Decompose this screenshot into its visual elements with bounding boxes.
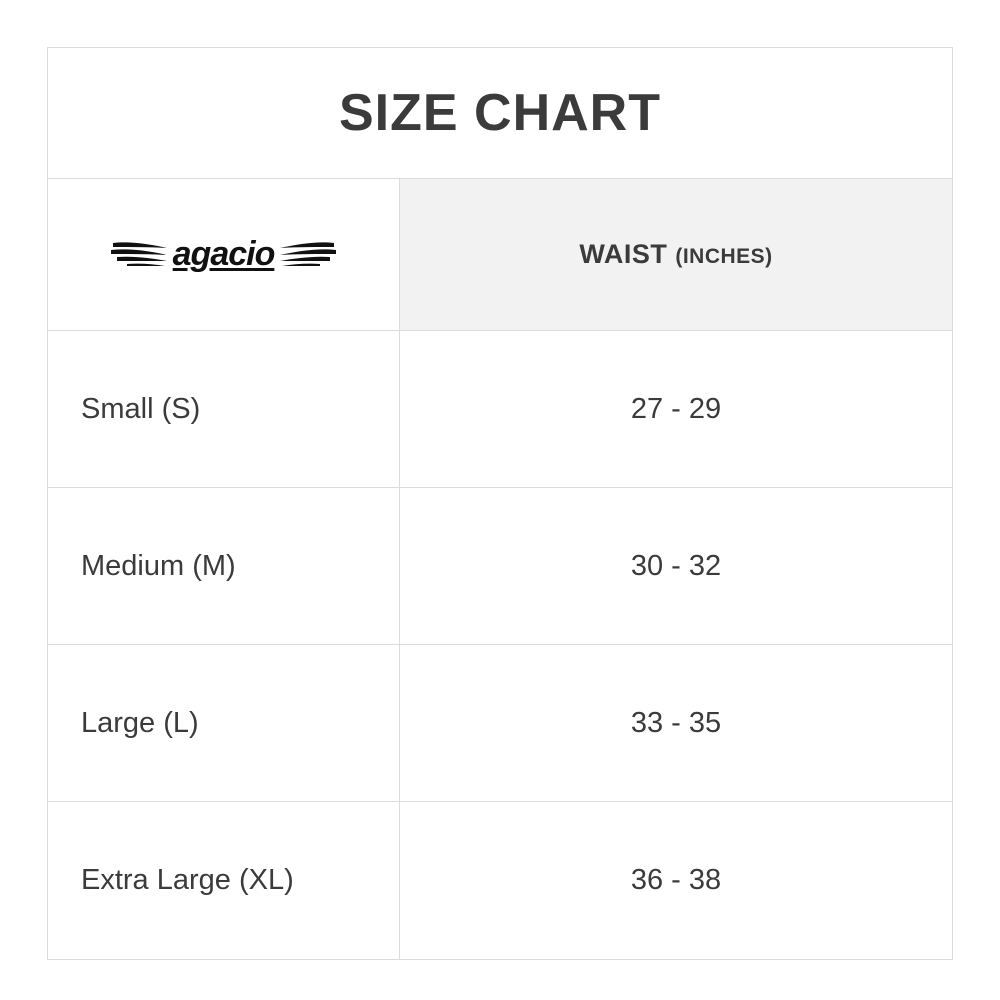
size-label: Large (L) bbox=[81, 706, 199, 739]
waist-cell bbox=[400, 331, 952, 487]
waist-value: 36 - 38 bbox=[630, 864, 722, 896]
chart-title-row bbox=[48, 48, 952, 179]
waist-column-header bbox=[400, 179, 952, 330]
size-cell bbox=[48, 802, 400, 959]
table-row bbox=[48, 802, 952, 959]
size-cell bbox=[48, 488, 400, 644]
wing-icon bbox=[111, 235, 169, 274]
waist-header-text: WAIST bbox=[579, 239, 676, 269]
brand-name: agacio bbox=[172, 235, 275, 273]
size-label: Extra Large (XL) bbox=[81, 864, 294, 896]
table-row bbox=[48, 488, 952, 645]
page-title: SIZE CHART bbox=[339, 84, 661, 142]
waist-header-unit: (INCHES) bbox=[675, 245, 773, 268]
wing-icon bbox=[278, 235, 336, 274]
brand-logo-cell bbox=[48, 179, 400, 330]
waist-value: 30 - 32 bbox=[630, 549, 722, 582]
table-header-row bbox=[48, 179, 952, 331]
size-chart-table bbox=[47, 47, 953, 960]
table-row bbox=[48, 645, 952, 802]
waist-cell bbox=[400, 645, 952, 801]
waist-value: 33 - 35 bbox=[630, 706, 722, 739]
brand-logo bbox=[111, 235, 337, 274]
waist-value: 27 - 29 bbox=[630, 392, 722, 425]
size-label: Small (S) bbox=[81, 392, 201, 425]
size-label: Medium (M) bbox=[81, 549, 236, 582]
table-row bbox=[48, 331, 952, 488]
waist-cell bbox=[400, 802, 952, 959]
waist-cell bbox=[400, 488, 952, 644]
size-cell bbox=[48, 645, 400, 801]
size-cell bbox=[48, 331, 400, 487]
